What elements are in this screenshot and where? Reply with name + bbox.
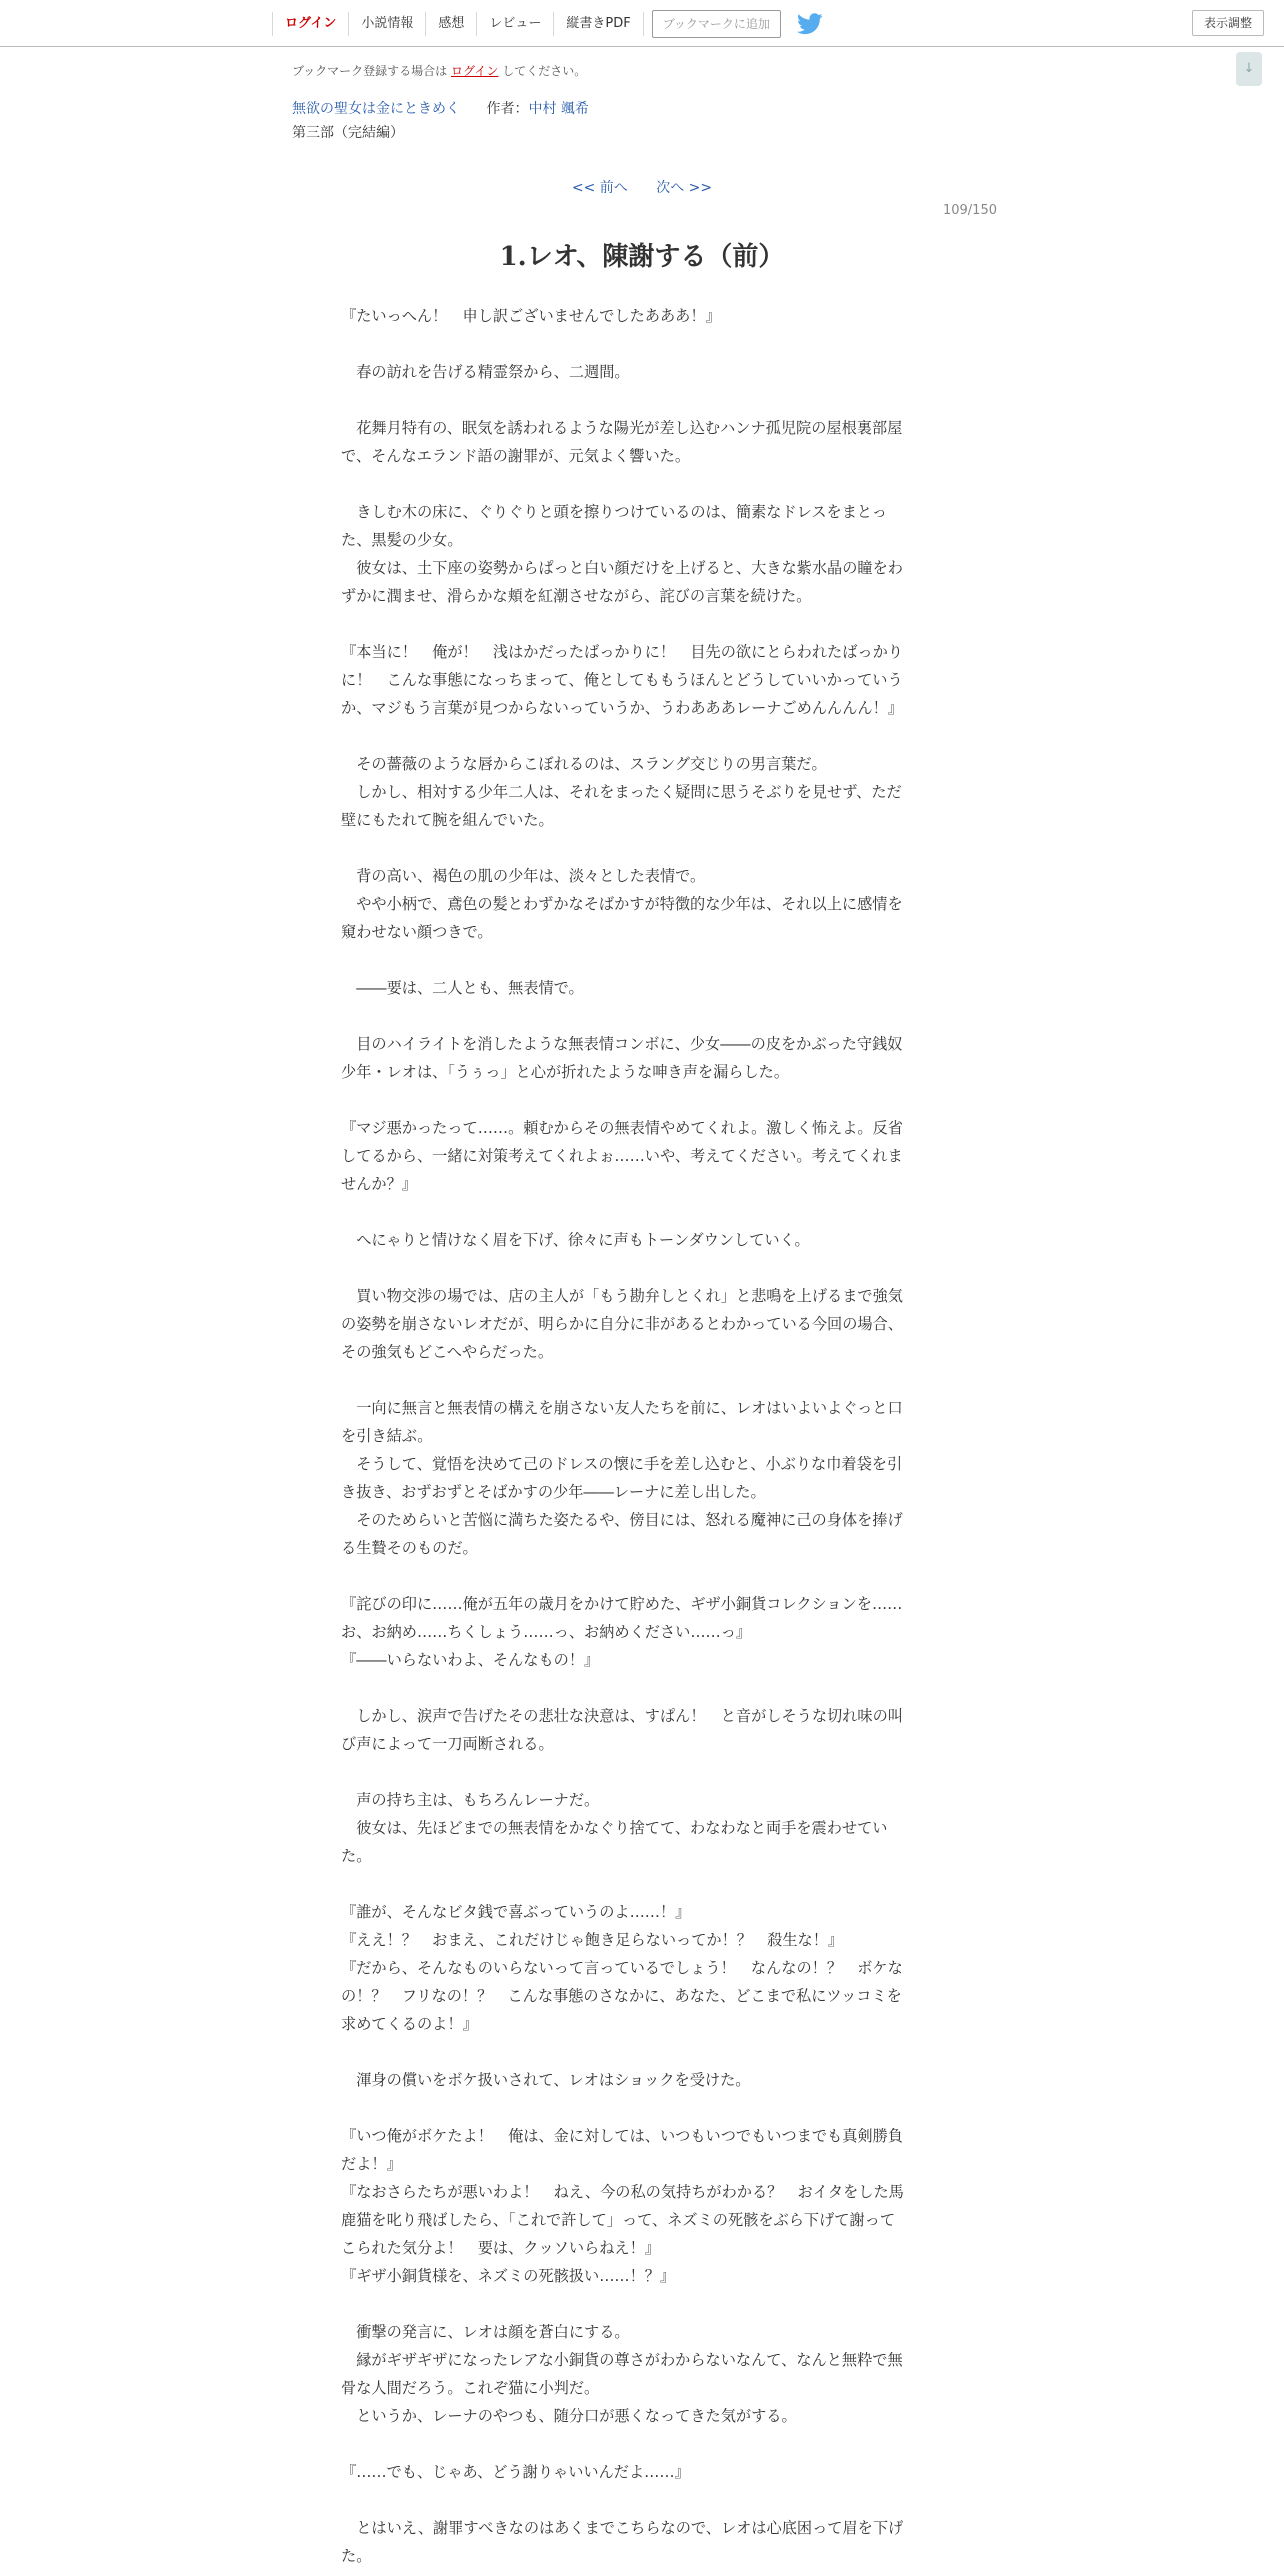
bookmark-note-prefix: ブックマーク登録する場合は <box>292 64 448 78</box>
body-line: ずかに潤ませ、滑らかな頬を紅潮させながら、詫びの言葉を続けた。 <box>341 587 812 605</box>
body-line: へにゃりと情けなく眉を下げ、徐々に声もトーンダウンしていく。 <box>341 1231 810 1249</box>
body-line: 目のハイライトを消したような無表情コンボに、少女――の皮をかぶった守銭奴 <box>341 1035 903 1053</box>
body-line: 渾身の償いをボケ扱いされて、レオはショックを受けた。 <box>341 2071 751 2089</box>
body-line: 『詫びの印に……俺が五年の歳月をかけて貯めた、ギザ小銅貨コレクションを…… <box>341 1595 903 1613</box>
body-line: た。 <box>341 2547 372 2565</box>
author-label: 作者： <box>486 101 529 117</box>
body-line: お、お納め……ちくしょう……っ、お納めください……っ』 <box>341 1623 752 1641</box>
body-line: 花舞月特有の、眠気を誘われるような陽光が差し込むハンナ孤児院の屋根裏部屋 <box>341 419 903 437</box>
body-line: 一向に無言と無表情の構えを崩さない友人たちを前に、レオはいよいよぐっと口 <box>341 1399 903 1417</box>
body-line: そのためらいと苦悩に満ちた姿たるや、傍目には、怒れる魔神に己の身体を捧げ <box>341 1511 903 1529</box>
body-line: 『……でも、じゃあ、どう謝りゃいいんだよ……』 <box>341 2463 690 2481</box>
blank-line <box>341 722 936 750</box>
body-line: 鹿猫を叱り飛ばしたら、「これで許して」って、ネズミの死骸をぶら下げて謝って <box>341 2211 896 2229</box>
add-bookmark-button[interactable]: ブックマークに追加 <box>652 10 781 38</box>
body-line: の姿勢を崩さないレオだが、明らかに自分に非があるとわかっている今回の場合、 <box>341 1315 903 1333</box>
body-line: 彼女は、土下座の姿勢からぱっと白い顔だけを上げると、大きな紫水晶の瞳をわ <box>341 559 903 577</box>
body-line: を引き結ぶ。 <box>341 1427 433 1445</box>
blank-line <box>341 2486 936 2514</box>
chapter-title: 1.レオ、陳謝する（前） <box>499 242 785 272</box>
body-line: 『ギザ小銅貨様を、ネズミの死骸扱い……！？』 <box>341 2267 676 2285</box>
scroll-down-button[interactable]: ↓ <box>1236 52 1262 86</box>
body-line: だよ！』 <box>341 2155 402 2173</box>
body-line: 骨な人間だろう。これぞ猫に小判だ。 <box>341 2379 600 2397</box>
novel-body <box>341 302 936 2570</box>
body-line: 『誰が、そんなビタ銭で喜ぶっていうのよ……！』 <box>341 1903 691 1921</box>
body-line: ――要は、二人とも、無表情で。 <box>341 979 584 997</box>
body-line: き抜き、おずおずとそばかすの少年――レーナに差し出した。 <box>341 1483 766 1501</box>
body-line: せんか？』 <box>341 1175 417 1193</box>
global-nav <box>272 10 823 38</box>
body-line: る生贄そのものだ。 <box>341 1539 478 1557</box>
body-line: 『マジ悪かったって……。頼むからその無表情やめてくれよ。激しく怖えよ。反省 <box>341 1119 903 1137</box>
blank-line <box>341 834 936 862</box>
body-line: こられた気分よ！ 要は、クッソいらねえ！』 <box>341 2239 660 2257</box>
body-line: び声によって一刀両断される。 <box>341 1735 554 1753</box>
body-line: 彼女は、先ほどまでの無表情をかなぐり捨てて、わなわなと両手を震わせてい <box>341 1819 888 1837</box>
blank-line <box>341 1002 936 1030</box>
body-line: 『たいっへん！ 申し訳ございませんでしたあああ！』 <box>341 307 721 325</box>
blank-line <box>341 2094 936 2122</box>
blank-line <box>341 1198 936 1226</box>
body-line: 縁がギザギザになったレアな小銅貨の尊さがわからないなんて、なんと無粋で無 <box>341 2351 903 2369</box>
bookmark-note-login-link[interactable]: ログイン <box>451 64 499 78</box>
author-name-link[interactable]: 中村 颯希 <box>528 101 589 117</box>
twitter-icon[interactable] <box>797 13 823 35</box>
chapter-pager <box>0 177 1284 197</box>
body-line: 求めてくるのよ！』 <box>341 2015 478 2033</box>
blank-line <box>341 1086 936 1114</box>
body-line: 『いつ俺がボケたよ！ 俺は、金に対しては、いつもいつでもいつまでも真剣勝負 <box>341 2127 903 2145</box>
body-line: 『本当に！ 俺が！ 浅はかだったばっかりに！ 目先の欲にとらわれたばっかり <box>341 643 903 661</box>
blank-line <box>341 2290 936 2318</box>
body-line: か、マジもう言葉が見つからないっていうか、うわあああレーナごめんんんん！』 <box>341 699 903 717</box>
body-line: しかし、相対する少年二人は、それをまったく疑問に思うそぶりを見せず、ただ <box>341 783 902 801</box>
body-line: た。 <box>341 1847 372 1865</box>
series-info <box>292 98 589 118</box>
prev-chapter-link[interactable]: << 前へ <box>571 180 628 196</box>
blank-line <box>341 2430 936 2458</box>
body-line: しかし、涙声で告げたその悲壮な決意は、すぱん！ と音がしそうな切れ味の叫 <box>341 1707 903 1725</box>
body-line: やや小柄で、鳶色の髪とわずかなそばかすが特徴的な少年は、それ以上に感情を <box>341 895 903 913</box>
body-line: 窺わせない顔つきで。 <box>341 923 493 941</box>
bookmark-note-suffix: してください。 <box>502 64 587 78</box>
body-line: というか、レーナのやつも、随分口が悪くなってきた気がする。 <box>341 2407 797 2425</box>
nav-login[interactable]: ログイン <box>272 12 348 36</box>
body-line: その薔薇のような唇からこぼれるのは、スラング交じりの男言葉だ。 <box>341 755 827 773</box>
blank-line <box>341 386 936 414</box>
body-line: してるから、一緒に対策考えてくれよぉ……いや、考えてください。考えてくれま <box>341 1147 903 1165</box>
body-line: た、黒髪の少女。 <box>341 531 463 549</box>
body-line: その強気もどこへやらだった。 <box>341 1343 554 1361</box>
blank-line <box>341 1674 936 1702</box>
chapter-count: 109/150 <box>942 203 997 218</box>
nav-impressions[interactable]: 感想 <box>425 12 476 36</box>
body-line: 壁にもたれて腕を組んでいた。 <box>341 811 554 829</box>
bookmark-note <box>292 62 586 79</box>
series-title-link[interactable]: 無欲の聖女は金にときめく <box>292 101 460 117</box>
blank-line <box>341 1870 936 1898</box>
nav-review[interactable]: レビュー <box>476 12 553 36</box>
top-navigation-bar <box>0 0 1284 47</box>
body-line: 『だから、そんなものいらないって言っているでしょう！ なんなの！？ ボケな <box>341 1959 903 1977</box>
body-line: きしむ木の床に、ぐりぐりと頭を擦りつけているのは、簡素なドレスをまとっ <box>341 503 887 521</box>
body-line: 衝撃の発言に、レオは顔を蒼白にする。 <box>341 2323 630 2341</box>
blank-line <box>341 330 936 358</box>
blank-line <box>341 1254 936 1282</box>
body-line: 声の持ち主は、もちろんレーナだ。 <box>341 1791 600 1809</box>
body-line: 『ええ！？ おまえ、これだけじゃ飽き足らないってか！？ 殺生な！』 <box>341 1931 844 1949</box>
body-line: 『――いらないわよ、そんなもの！』 <box>341 1651 600 1669</box>
body-line: に！ こんな事態になっちまって、俺としてももうほんとどうしていいかっていう <box>341 671 903 689</box>
body-line: の！？ フリなの！？ こんな事態のさなかに、あなた、どこまで私にツッコミを <box>341 1987 902 2005</box>
nav-vertical-pdf[interactable]: 縦書きPDF <box>553 12 643 36</box>
next-chapter-link[interactable]: 次へ >> <box>656 180 713 196</box>
body-line: とはいえ、謝罪すべきなのはあくまでこちらなので、レオは心底困って眉を下げ <box>341 2519 904 2537</box>
blank-line <box>341 2038 936 2066</box>
blank-line <box>341 1562 936 1590</box>
body-line: 春の訪れを告げる精霊祭から、二週間。 <box>341 363 630 381</box>
body-line: 背の高い、褐色の肌の少年は、淡々とした表情で。 <box>341 867 706 885</box>
part-title: 第三部（完結編） <box>292 125 404 141</box>
blank-line <box>341 1366 936 1394</box>
blank-line <box>341 610 936 638</box>
body-line: そうして、覚悟を決めて己のドレスの懐に手を差し込むと、小ぶりな巾着袋を引 <box>341 1455 903 1473</box>
blank-line <box>341 470 936 498</box>
body-line: 買い物交渉の場では、店の主人が「もう勘弁しとくれ」と悲鳴を上げるまで強気 <box>341 1287 903 1305</box>
body-line: 『なおさらたちが悪いわよ！ ねえ、今の私の気持ちがわかる？ おイタをした馬 <box>341 2183 904 2201</box>
nav-novel-info[interactable]: 小説情報 <box>348 12 425 36</box>
blank-line <box>341 1758 936 1786</box>
body-line: で、そんなエランド語の謝罪が、元気よく響いた。 <box>341 447 691 465</box>
body-line: 少年・レオは、「うぅっ」と心が折れたような呻き声を漏らした。 <box>341 1063 790 1081</box>
display-settings-button[interactable]: 表示調整 <box>1192 10 1264 36</box>
blank-line <box>341 946 936 974</box>
